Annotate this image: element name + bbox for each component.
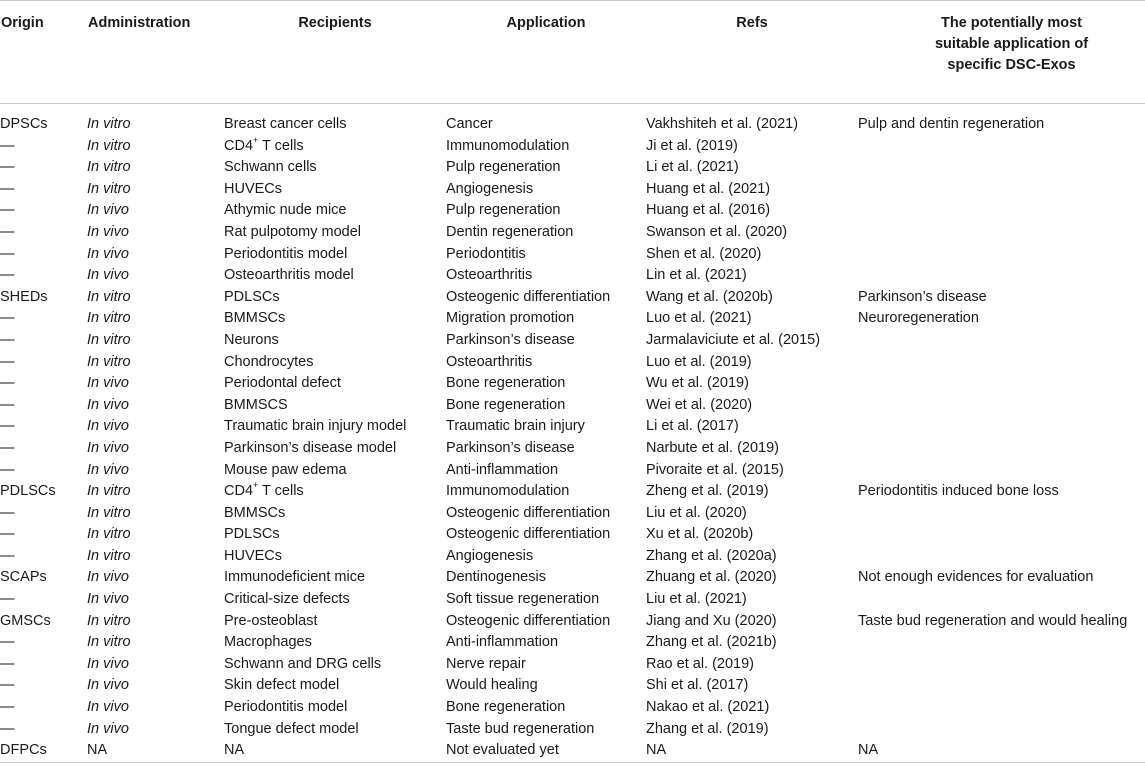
cell-refs: Huang et al. (2016) xyxy=(646,202,771,219)
cell-origin: SCAPs xyxy=(0,569,47,586)
cell-suitable-application xyxy=(858,179,1145,201)
cell-administration: In vitro xyxy=(87,180,131,197)
cell-suitable-application xyxy=(858,222,1145,244)
cell-refs: Nakao et al. (2021) xyxy=(646,699,770,716)
cell-administration: In vitro xyxy=(87,634,131,651)
cell-administration: In vitro xyxy=(87,547,131,564)
cell-refs: Jiang and Xu (2020) xyxy=(646,612,777,629)
cell-origin: — xyxy=(0,591,15,608)
table-row xyxy=(0,589,1145,611)
cell-application: Migration promotion xyxy=(446,310,575,327)
cell-administration: In vitro xyxy=(87,288,131,305)
table-row xyxy=(0,330,1145,352)
cell-recipients xyxy=(224,136,446,158)
table-body xyxy=(0,104,1145,763)
cell-administration: In vivo xyxy=(87,245,129,262)
recipients-text-suffix: T cells xyxy=(258,137,304,154)
table-row xyxy=(0,697,1145,719)
header-application: Application xyxy=(446,1,646,104)
cell-refs: Huang et al. (2021) xyxy=(646,180,771,197)
header-administration: Administration xyxy=(87,1,224,104)
cell-refs: Swanson et al. (2020) xyxy=(646,223,788,240)
cell-administration: In vivo xyxy=(87,439,129,456)
cell-suitable-application: Parkinson’s disease xyxy=(858,288,987,305)
cell-administration: In vivo xyxy=(87,396,129,413)
table-row xyxy=(0,136,1145,158)
cell-refs: Liu et al. (2021) xyxy=(646,591,747,608)
cell-refs: Wang et al. (2020b) xyxy=(646,288,773,305)
cell-recipients: Traumatic brain injury model xyxy=(224,418,407,435)
cell-suitable-application: Neuroregeneration xyxy=(858,310,979,327)
cell-recipients: PDLSCs xyxy=(224,288,280,305)
table-row xyxy=(0,632,1145,654)
table-row xyxy=(0,567,1145,589)
cell-origin: — xyxy=(0,137,15,154)
cell-refs: Wu et al. (2019) xyxy=(646,375,749,392)
cell-application: Cancer xyxy=(446,116,493,132)
cell-suitable-application xyxy=(858,200,1145,222)
cell-application: Periodontitis xyxy=(446,245,526,262)
cell-suitable-application: NA xyxy=(858,740,1145,762)
cell-recipients: Periodontitis model xyxy=(224,699,348,716)
cell-suitable-application xyxy=(858,524,1145,546)
table-row xyxy=(0,287,1145,309)
cell-application: Angiogenesis xyxy=(446,180,534,197)
cell-refs: Shi et al. (2017) xyxy=(646,677,749,694)
cell-refs: Lin et al. (2021) xyxy=(646,267,747,284)
cell-application: Pulp regeneration xyxy=(446,159,561,176)
header-origin: Origin xyxy=(0,1,87,104)
cell-administration: In vivo xyxy=(87,720,129,737)
cell-origin: GMSCs xyxy=(0,612,51,629)
header-suitable-application: The potentially most suitable application of specific DSC-Exos xyxy=(858,1,1145,104)
cell-origin: — xyxy=(0,180,15,197)
cell-application: Parkinson’s disease xyxy=(446,331,575,348)
table-row xyxy=(0,740,1145,762)
cell-refs: Shen et al. (2020) xyxy=(646,245,762,262)
cell-recipients: Macrophages xyxy=(224,634,312,651)
cell-refs: Pivoraite et al. (2015) xyxy=(646,461,784,478)
cell-application: Nerve repair xyxy=(446,655,526,672)
cell-application: Dentinogenesis xyxy=(446,569,546,586)
table-row xyxy=(0,675,1145,697)
cell-application: Bone regeneration xyxy=(446,699,566,716)
cell-suitable-application xyxy=(858,265,1145,287)
cell-refs: Jarmalaviciute et al. (2015) xyxy=(646,331,821,348)
cell-administration: In vivo xyxy=(87,569,129,586)
cell-suitable-application xyxy=(858,675,1145,697)
cell-suitable-application xyxy=(858,589,1145,611)
cell-refs: Narbute et al. (2019) xyxy=(646,439,779,456)
cell-origin: — xyxy=(0,418,15,435)
cell-administration: NA xyxy=(87,740,224,762)
cell-suitable-application: Periodontitis induced bone loss xyxy=(858,483,1059,500)
cell-suitable-application xyxy=(858,136,1145,158)
cell-origin: — xyxy=(0,547,15,564)
cell-suitable-application: Not enough evidences for evaluation xyxy=(858,569,1094,586)
cell-recipients: PDLSCs xyxy=(224,526,280,543)
cell-application: Osteogenic differentiation xyxy=(446,526,611,543)
cell-recipients: Rat pulpotomy model xyxy=(224,223,362,240)
recipients-superscript: + xyxy=(253,480,259,491)
table-row xyxy=(0,611,1145,633)
cell-application: Taste bud regeneration xyxy=(446,720,595,737)
cell-suitable-application xyxy=(858,460,1145,482)
cell-recipients: Athymic nude mice xyxy=(224,202,347,219)
cell-administration: In vitro xyxy=(87,159,131,176)
table-row xyxy=(0,114,1145,136)
cell-suitable-application xyxy=(858,697,1145,719)
cell-refs: Vakhshiteh et al. (2021) xyxy=(646,116,799,132)
cell-suitable-application xyxy=(858,546,1145,568)
cell-recipients: Osteoarthritis model xyxy=(224,267,354,284)
cell-administration: In vivo xyxy=(87,267,129,284)
cell-administration: In vivo xyxy=(87,461,129,478)
cell-refs: Zheng et al. (2019) xyxy=(646,483,769,500)
cell-recipients: BMMSCS xyxy=(224,396,288,413)
table-row xyxy=(0,524,1145,546)
cell-origin: — xyxy=(0,461,15,478)
cell-refs: Zhang et al. (2019) xyxy=(646,720,769,737)
cell-origin: — xyxy=(0,699,15,716)
cell-suitable-application xyxy=(858,654,1145,676)
cell-suitable-application xyxy=(858,373,1145,395)
cell-origin: DPSCs xyxy=(0,116,48,132)
table-row xyxy=(0,416,1145,438)
cell-suitable-application: Taste bud regeneration and would healing xyxy=(858,612,1128,629)
cell-administration: In vivo xyxy=(87,591,129,608)
table-row xyxy=(0,481,1145,503)
cell-suitable-application xyxy=(858,632,1145,654)
cell-application: Anti-inflammation xyxy=(446,461,559,478)
cell-origin: — xyxy=(0,439,15,456)
cell-refs: Liu et al. (2020) xyxy=(646,504,747,521)
table-row xyxy=(0,308,1145,330)
table-row xyxy=(0,244,1145,266)
table-row xyxy=(0,546,1145,568)
cell-origin: — xyxy=(0,353,15,370)
cell-recipients: HUVECs xyxy=(224,547,283,564)
cell-application: Osteogenic differentiation xyxy=(446,612,611,629)
cell-refs: Zhuang et al. (2020) xyxy=(646,569,777,586)
cell-suitable-application: Pulp and dentin regeneration xyxy=(858,116,1045,132)
cell-refs: Wei et al. (2020) xyxy=(646,396,753,413)
cell-administration: In vivo xyxy=(87,699,129,716)
table-row xyxy=(0,719,1145,741)
cell-administration: In vitro xyxy=(87,612,131,629)
cell-recipients: BMMSCs xyxy=(224,310,286,327)
cell-administration: In vitro xyxy=(87,331,131,348)
table-row xyxy=(0,460,1145,482)
table-row xyxy=(0,179,1145,201)
cell-suitable-application xyxy=(858,438,1145,460)
cell-administration: In vitro xyxy=(87,504,131,521)
cell-application: Osteogenic differentiation xyxy=(446,504,611,521)
cell-origin: — xyxy=(0,720,15,737)
cell-suitable-application xyxy=(858,395,1145,417)
table-row xyxy=(0,352,1145,374)
cell-application: Bone regeneration xyxy=(446,375,566,392)
cell-origin: — xyxy=(0,655,15,672)
cell-application: Osteoarthritis xyxy=(446,267,533,284)
cell-recipients: Chondrocytes xyxy=(224,353,314,370)
cell-recipients: Immunodeficient mice xyxy=(224,569,366,586)
recipients-text: CD4 xyxy=(224,137,254,154)
table-header xyxy=(0,1,1145,104)
cell-suitable-application xyxy=(858,157,1145,179)
cell-recipients: BMMSCs xyxy=(224,504,286,521)
cell-recipients: Neurons xyxy=(224,331,279,348)
header-refs: Refs xyxy=(646,1,858,104)
cell-recipients: Schwann cells xyxy=(224,159,317,176)
cell-refs: NA xyxy=(646,740,858,762)
cell-refs: Li et al. (2021) xyxy=(646,159,739,176)
cell-recipients: NA xyxy=(224,740,446,762)
table-row xyxy=(0,157,1145,179)
cell-application: Bone regeneration xyxy=(446,396,566,413)
cell-suitable-application xyxy=(858,719,1145,741)
cell-refs: Luo et al. (2019) xyxy=(646,353,752,370)
cell-refs: Luo et al. (2021) xyxy=(646,310,752,327)
cell-origin: — xyxy=(0,526,15,543)
cell-origin: — xyxy=(0,223,15,240)
cell-administration: In vitro xyxy=(87,526,131,543)
cell-suitable-application xyxy=(858,352,1145,374)
cell-application: Pulp regeneration xyxy=(446,202,561,219)
cell-application: Soft tissue regeneration xyxy=(446,591,600,608)
cell-administration: In vitro xyxy=(87,310,131,327)
cell-origin: — xyxy=(0,677,15,694)
cell-application: Not evaluated yet xyxy=(446,740,646,762)
table-row xyxy=(0,200,1145,222)
table-row xyxy=(0,265,1145,287)
cell-application: Immunomodulation xyxy=(446,483,570,500)
cell-application: Parkinson’s disease xyxy=(446,439,575,456)
recipients-superscript: + xyxy=(253,134,259,145)
cell-refs: Xu et al. (2020b) xyxy=(646,526,754,543)
cell-application: Immunomodulation xyxy=(446,137,570,154)
cell-refs: Ji et al. (2019) xyxy=(646,137,738,154)
cell-origin: — xyxy=(0,634,15,651)
header-recipients: Recipients xyxy=(224,1,446,104)
cell-origin: — xyxy=(0,504,15,521)
cell-administration: In vivo xyxy=(87,677,129,694)
cell-application: Dentin regeneration xyxy=(446,223,574,240)
cell-administration: In vitro xyxy=(87,483,131,500)
cell-origin: — xyxy=(0,245,15,262)
cell-application: Osteogenic differentiation xyxy=(446,288,611,305)
cell-recipients: Skin defect model xyxy=(224,677,340,694)
recipients-text-suffix: T cells xyxy=(258,483,304,500)
cell-administration: In vivo xyxy=(87,202,129,219)
cell-refs: Zhang et al. (2021b) xyxy=(646,634,777,651)
table-row xyxy=(0,373,1145,395)
cell-recipients: HUVECs xyxy=(224,180,283,197)
cell-recipients: Tongue defect model xyxy=(224,720,359,737)
cell-recipients: Periodontal defect xyxy=(224,375,341,392)
cell-recipients: Critical-size defects xyxy=(224,591,350,608)
table-row xyxy=(0,438,1145,460)
table-row xyxy=(0,395,1145,417)
cell-administration: In vivo xyxy=(87,418,129,435)
cell-origin: — xyxy=(0,375,15,392)
cell-origin: PDLSCs xyxy=(0,483,56,500)
recipients-text: CD4 xyxy=(224,483,254,500)
cell-recipients: Breast cancer cells xyxy=(224,116,347,132)
cell-suitable-application xyxy=(858,244,1145,266)
cell-recipients: Parkinson’s disease model xyxy=(224,439,397,456)
cell-suitable-application xyxy=(858,330,1145,352)
cell-application: Osteoarthritis xyxy=(446,353,533,370)
cell-origin: — xyxy=(0,310,15,327)
cell-recipients: Mouse paw edema xyxy=(224,461,347,478)
cell-origin: DFPCs xyxy=(0,740,87,762)
cell-origin: — xyxy=(0,159,15,176)
cell-application: Traumatic brain injury xyxy=(446,418,585,435)
cell-origin: — xyxy=(0,331,15,348)
table-row xyxy=(0,503,1145,525)
cell-administration: In vitro xyxy=(87,116,131,132)
cell-origin: — xyxy=(0,267,15,284)
table-row xyxy=(0,654,1145,676)
cell-application: Would healing xyxy=(446,677,538,694)
cell-recipients: Pre-osteoblast xyxy=(224,612,318,629)
cell-recipients: Periodontitis model xyxy=(224,245,348,262)
cell-refs: Rao et al. (2019) xyxy=(646,655,755,672)
cell-administration: In vivo xyxy=(87,655,129,672)
cell-application: Anti-inflammation xyxy=(446,634,559,651)
cell-administration: In vivo xyxy=(87,223,129,240)
table-row xyxy=(0,222,1145,244)
cell-origin: SHEDs xyxy=(0,288,48,305)
cell-administration: In vitro xyxy=(87,137,131,154)
cell-suitable-application xyxy=(858,416,1145,438)
cell-suitable-application xyxy=(858,503,1145,525)
cell-refs: Zhang et al. (2020a) xyxy=(646,547,777,564)
cell-recipients: Schwann and DRG cells xyxy=(224,655,382,672)
cell-administration: In vitro xyxy=(87,353,131,370)
cell-refs: Li et al. (2017) xyxy=(646,418,739,435)
cell-application: Angiogenesis xyxy=(446,547,534,564)
cell-origin: — xyxy=(0,396,15,413)
cell-administration: In vivo xyxy=(87,375,129,392)
cell-recipients xyxy=(224,481,446,503)
cell-origin: — xyxy=(0,202,15,219)
